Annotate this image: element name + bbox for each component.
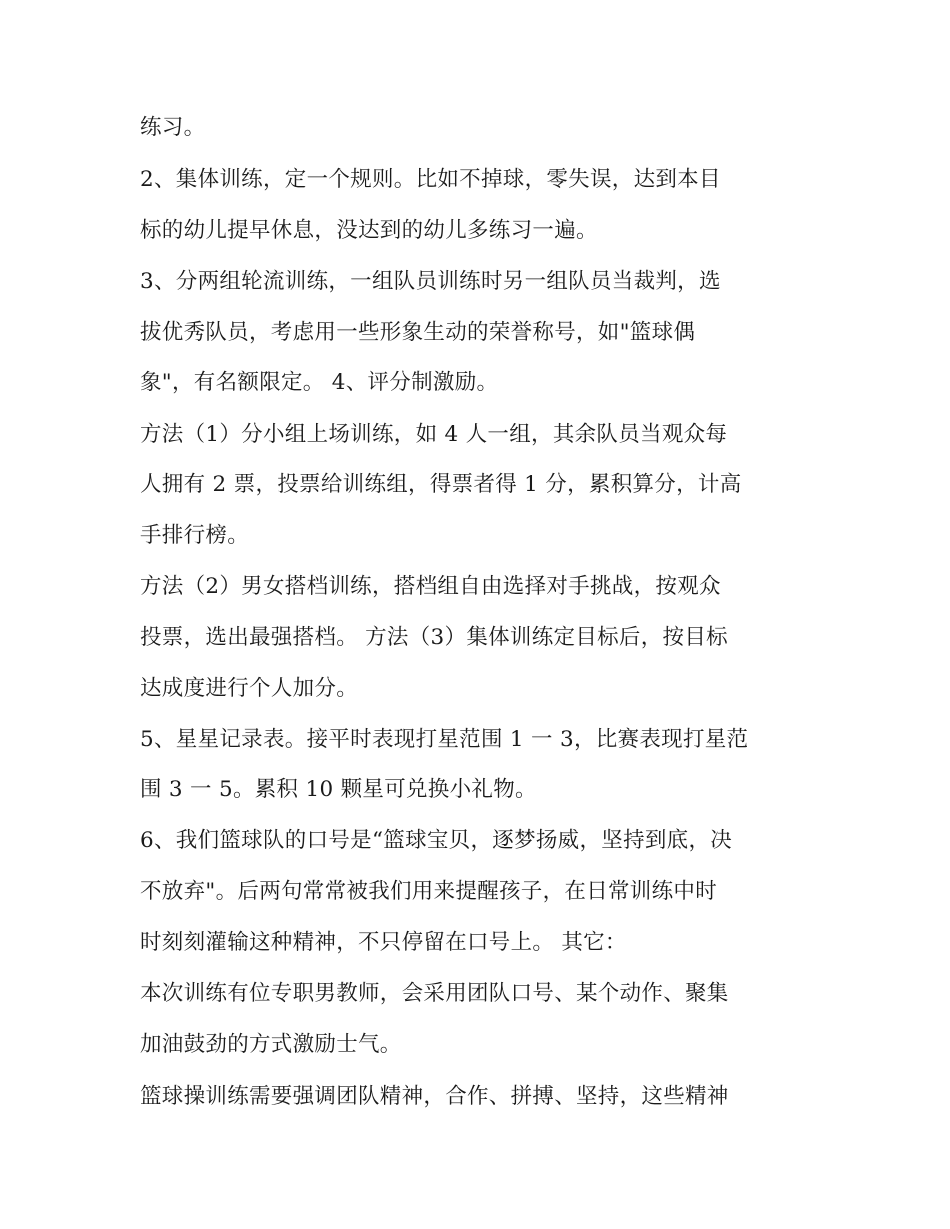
text-line: 加油鼓劲的方式激励士气。 — [140, 1032, 402, 1057]
text-line: 象"，有名额限定。 4、评分制激励。 — [140, 370, 499, 395]
text-line: 本次训练有位专职男教师，会采用团队口号、某个动作、聚集 — [140, 981, 729, 1006]
text-line: 6、我们篮球队的口号是“篮球宝贝，逐梦扬威，坚持到底，决 — [140, 828, 733, 853]
text-line: 标的幼儿提早休息，没达到的幼儿多练习一遍。 — [140, 218, 598, 243]
text-line: 不放弃"。后两句常常被我们用来提醒孩子，在日常训练中时 — [140, 879, 717, 904]
text-line: 时刻刻灌输这种精神，不只停留在口号上。 其它： — [140, 930, 627, 955]
text-line: 达成度进行个人加分。 — [140, 676, 359, 701]
text-line: 方法（2）男女搭档训练，搭档组自由选择对手挑战，按观众 — [140, 574, 721, 599]
text-line: 2、集体训练，定一个规则。比如不掉球，零失误，达到本目 — [140, 167, 721, 192]
text-line: 方法（1）分小组上场训练，如 4 人一组，其余队员当观众每 — [140, 422, 728, 447]
text-line: 拔优秀队员，考虑用一些形象生动的荣誉称号，如"篮球偶 — [140, 320, 696, 345]
text-line: 围 3 一 5。累积 10 颗星可兑换小礼物。 — [140, 777, 537, 802]
text-line: 练习。 — [140, 115, 206, 140]
text-line: 3、分两组轮流训练，一组队员训练时另一组队员当裁判，选 — [140, 269, 721, 294]
text-line: 篮球操训练需要强调团队精神，合作、拼搏、坚持，这些精神 — [140, 1084, 729, 1109]
text-line: 人拥有 2 票，投票给训练组，得票者得 1 分，累积算分，计高 — [140, 472, 742, 497]
text-line: 手排行榜。 — [140, 523, 250, 548]
text-line: 投票，选出最强搭档。 方法（3）集体训练定目标后，按目标 — [140, 625, 728, 650]
text-line: 5、星星记录表。接平时表现打星范围 1 一 3，比赛表现打星范 — [140, 727, 749, 752]
